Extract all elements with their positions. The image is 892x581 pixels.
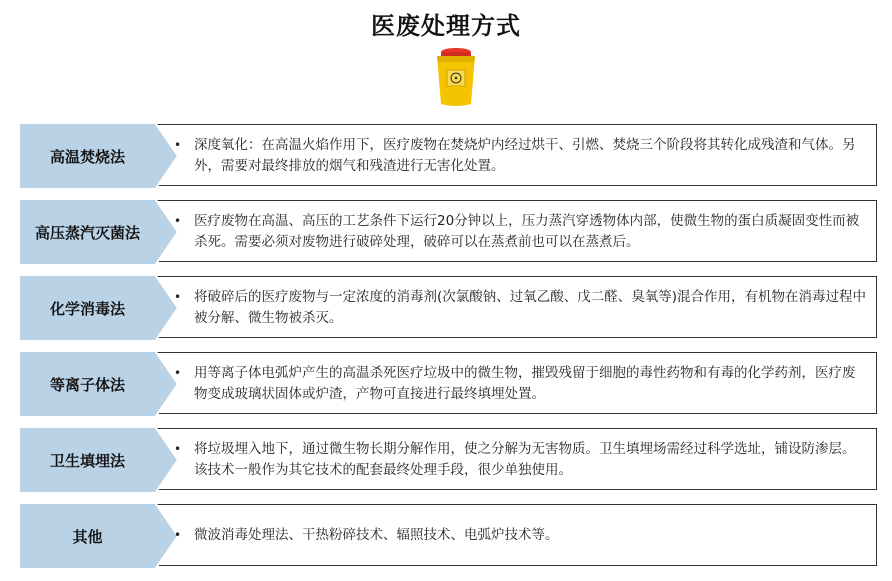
method-description: 微波消毒处理法、干热粉碎技术、辐照技术、电弧炉技术等。	[194, 527, 559, 543]
method-row-plasma	[20, 352, 877, 416]
method-row-chemical-disinfection	[20, 276, 877, 340]
method-row-other	[20, 504, 877, 568]
sharps-container-icon	[431, 46, 481, 108]
bullet-icon: •	[174, 442, 182, 456]
method-label: 卫生填埋法	[49, 451, 125, 470]
bullet-icon: •	[174, 138, 182, 152]
bullet-icon: •	[174, 290, 182, 304]
method-row-sanitary-landfill	[20, 428, 877, 492]
method-label: 其他	[72, 527, 103, 546]
method-description: 将垃圾埋入地下，通过微生物长期分解作用，使之分解为无害物质。卫生填埋场需经过科学选址，铺设防渗层。该技术一般作为其它技术的配套最终处理手段，很少单独使用。	[194, 441, 856, 478]
bullet-icon: •	[174, 366, 182, 380]
method-description: 将破碎后的医疗废物与一定浓度的消毒剂(次氯酸钠、过氧乙酸、戊二醛、臭氧等)混合作用，有机物在消毒过程中被分解、微生物被杀灭。	[194, 289, 867, 326]
method-row-steam-sterilization	[20, 200, 877, 264]
page-title: 医废处理方式	[371, 12, 521, 40]
method-label: 高压蒸汽灭菌法	[34, 223, 140, 242]
method-description: 用等离子体电弧炉产生的高温杀死医疗垃圾中的微生物，摧毁残留于细胞的毒性药物和有毒的化学药剂，医疗废物变成玻璃状固体或炉渣，产物可直接进行最终填埋处置。	[194, 365, 856, 402]
method-description: 医疗废物在高温、高压的工艺条件下运行20分钟以上，压力蒸汽穿透物体内部，使微生物的蛋白质凝固变性而被杀死。需要必须对废物进行破碎处理，破碎可以在蒸煮前也可以在蒸煮后。	[194, 213, 860, 250]
method-label: 等离子体法	[49, 375, 125, 394]
method-row-incineration	[20, 124, 877, 188]
bullet-icon: •	[174, 528, 182, 542]
bullet-icon: •	[174, 214, 182, 228]
method-label: 化学消毒法	[49, 299, 125, 318]
method-label: 高温焚烧法	[49, 147, 125, 166]
method-description: 深度氧化：在高温火焰作用下，医疗废物在焚烧炉内经过烘干、引燃、焚烧三个阶段将其转化成残渣和气体。另外，需要对最终排放的烟气和残渣进行无害化处置。	[194, 137, 856, 174]
